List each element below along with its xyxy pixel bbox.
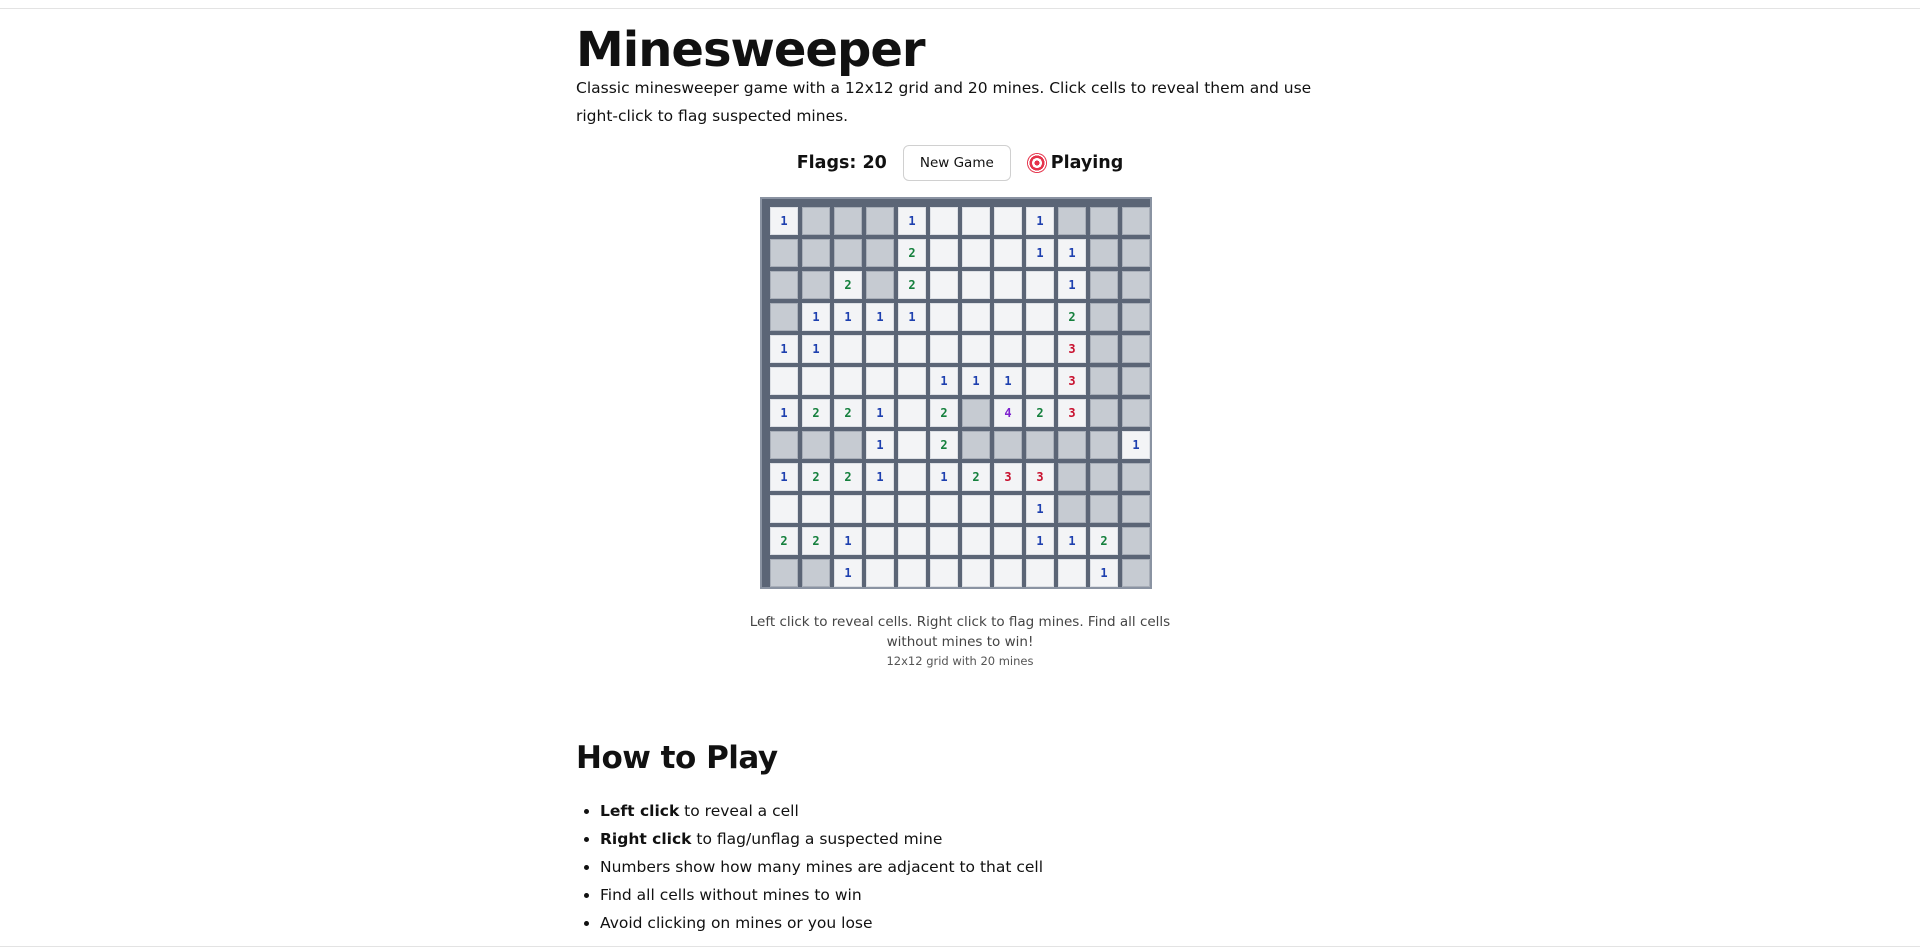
revealed-number-cell[interactable]: 1 [866,463,894,491]
revealed-number-cell[interactable]: 1 [834,527,862,555]
new-game-button[interactable]: New Game [903,145,1011,181]
revealed-number-cell[interactable]: 1 [898,207,926,235]
revealed-empty-cell[interactable] [962,559,990,587]
hidden-cell[interactable] [802,271,830,299]
revealed-number-cell[interactable]: 1 [1122,431,1150,459]
revealed-number-cell[interactable]: 1 [770,207,798,235]
revealed-number-cell[interactable]: 1 [1026,239,1054,267]
hidden-cell[interactable] [1090,207,1118,235]
hidden-cell[interactable] [1090,239,1118,267]
how-to-play-item-text: Find all cells without mines to win [600,886,862,904]
hidden-cell[interactable] [1122,303,1150,331]
how-to-play-item [600,881,1043,909]
how-to-play-item-text: to flag/unflag a suspected mine [691,830,943,848]
game-controls [576,145,1344,181]
hidden-cell[interactable] [1090,271,1118,299]
revealed-empty-cell[interactable] [898,431,926,459]
hidden-cell[interactable] [1122,367,1150,395]
hidden-cell[interactable] [1058,463,1086,491]
hidden-cell[interactable] [1122,271,1150,299]
how-to-play-item-text: to reveal a cell [679,802,799,820]
revealed-empty-cell[interactable] [962,271,990,299]
revealed-empty-cell[interactable] [898,399,926,427]
revealed-number-cell[interactable]: 1 [898,303,926,331]
revealed-number-cell[interactable]: 1 [1026,527,1054,555]
hidden-cell[interactable] [834,207,862,235]
hidden-cell[interactable] [770,559,798,587]
revealed-empty-cell[interactable] [930,527,958,555]
revealed-empty-cell[interactable] [962,335,990,363]
hidden-cell[interactable] [1122,399,1150,427]
hidden-cell[interactable] [1122,559,1150,587]
hidden-cell[interactable] [1090,431,1118,459]
hidden-cell[interactable] [1026,431,1054,459]
revealed-number-cell[interactable]: 1 [994,367,1022,395]
instructions-hint [576,612,1344,652]
hidden-cell[interactable] [1122,495,1150,523]
revealed-number-cell[interactable]: 1 [770,335,798,363]
how-to-play-item [600,825,1043,853]
revealed-empty-cell[interactable] [994,239,1022,267]
how-to-play-item [600,909,1043,937]
revealed-empty-cell[interactable] [930,559,958,587]
how-to-play-item-emphasis: Right click [600,830,692,848]
page-description: Classic minesweeper game with a 12x12 grid and 20 mines. Click cells to reveal them and use right-click to flag suspected mines. [576,79,1312,125]
revealed-empty-cell[interactable] [802,367,830,395]
revealed-number-cell[interactable]: 2 [802,463,830,491]
revealed-empty-cell[interactable] [1026,367,1054,395]
hidden-cell[interactable] [834,239,862,267]
revealed-empty-cell[interactable] [898,367,926,395]
how-to-play-item-emphasis: Left click [600,802,680,820]
revealed-empty-cell[interactable] [834,367,862,395]
hidden-cell[interactable] [962,431,990,459]
hidden-cell[interactable] [770,239,798,267]
revealed-empty-cell[interactable] [898,335,926,363]
hidden-cell[interactable] [802,559,830,587]
revealed-number-cell[interactable]: 1 [770,399,798,427]
hidden-cell[interactable] [770,303,798,331]
revealed-number-cell[interactable]: 1 [1058,527,1086,555]
revealed-number-cell[interactable]: 3 [1058,335,1086,363]
revealed-number-cell[interactable]: 2 [834,271,862,299]
hidden-cell[interactable] [834,431,862,459]
revealed-number-cell[interactable]: 1 [866,303,894,331]
revealed-number-cell[interactable]: 2 [834,463,862,491]
hidden-cell[interactable] [866,239,894,267]
revealed-empty-cell[interactable] [994,559,1022,587]
revealed-empty-cell[interactable] [770,495,798,523]
hidden-cell[interactable] [866,207,894,235]
hidden-cell[interactable] [1122,335,1150,363]
revealed-number-cell[interactable]: 1 [1058,271,1086,299]
hidden-cell[interactable] [770,271,798,299]
revealed-empty-cell[interactable] [834,495,862,523]
revealed-number-cell[interactable]: 2 [802,399,830,427]
revealed-number-cell[interactable]: 2 [930,399,958,427]
revealed-empty-cell[interactable] [866,527,894,555]
hidden-cell[interactable] [1090,463,1118,491]
hidden-cell[interactable] [866,271,894,299]
how-to-play-list [576,797,1043,937]
page-title: Minesweeper [576,22,925,78]
hidden-cell[interactable] [802,431,830,459]
target-icon [1027,153,1047,173]
top-divider [0,8,1920,9]
revealed-number-cell[interactable]: 2 [770,527,798,555]
revealed-number-cell[interactable]: 2 [1058,303,1086,331]
revealed-empty-cell[interactable] [930,271,958,299]
revealed-number-cell[interactable]: 2 [898,239,926,267]
revealed-empty-cell[interactable] [994,527,1022,555]
revealed-number-cell[interactable]: 2 [834,399,862,427]
revealed-empty-cell[interactable] [770,367,798,395]
hidden-cell[interactable] [1058,207,1086,235]
revealed-empty-cell[interactable] [930,207,958,235]
hidden-cell[interactable] [1090,399,1118,427]
revealed-number-cell[interactable]: 1 [1058,239,1086,267]
revealed-empty-cell[interactable] [994,495,1022,523]
revealed-number-cell[interactable]: 1 [834,559,862,587]
revealed-empty-cell[interactable] [962,207,990,235]
revealed-empty-cell[interactable] [898,463,926,491]
how-to-play-item [600,797,1043,825]
revealed-number-cell[interactable]: 1 [1026,495,1054,523]
revealed-number-cell[interactable]: 3 [994,463,1022,491]
hidden-cell[interactable] [770,431,798,459]
hidden-cell[interactable] [1090,335,1118,363]
grid-info: 12x12 grid with 20 mines [886,654,1034,668]
revealed-number-cell[interactable]: 1 [930,367,958,395]
revealed-empty-cell[interactable] [1026,303,1054,331]
revealed-number-cell[interactable]: 2 [962,463,990,491]
game-status-label: Playing [1050,153,1124,173]
revealed-empty-cell[interactable] [930,335,958,363]
revealed-number-cell[interactable]: 1 [802,335,830,363]
how-to-play-item [600,853,1043,881]
instructions-text: Left click to reveal cells. Right click to flag mines. Find all cells without mines to win! [749,614,1171,650]
hidden-cell[interactable] [1122,463,1150,491]
revealed-number-cell[interactable]: 1 [866,399,894,427]
bottom-divider [0,946,1920,947]
revealed-empty-cell[interactable] [994,207,1022,235]
flags-counter: Flags: 20 [796,153,887,173]
hidden-cell[interactable] [1058,495,1086,523]
revealed-empty-cell[interactable] [1058,559,1086,587]
revealed-number-cell[interactable]: 1 [866,431,894,459]
revealed-empty-cell[interactable] [1026,559,1054,587]
how-to-play-item-text: Numbers show how many mines are adjacent to that cell [600,858,1044,876]
revealed-empty-cell[interactable] [994,271,1022,299]
revealed-number-cell[interactable]: 1 [962,367,990,395]
revealed-empty-cell[interactable] [930,303,958,331]
revealed-empty-cell[interactable] [962,239,990,267]
hidden-cell[interactable] [1122,207,1150,235]
revealed-empty-cell[interactable] [834,335,862,363]
how-to-play-heading: How to Play [576,740,778,776]
revealed-number-cell[interactable]: 3 [1058,367,1086,395]
revealed-number-cell[interactable]: 1 [802,303,830,331]
revealed-number-cell[interactable]: 1 [834,303,862,331]
revealed-empty-cell[interactable] [930,495,958,523]
hidden-cell[interactable] [802,207,830,235]
hidden-cell[interactable] [1090,303,1118,331]
revealed-number-cell[interactable]: 1 [1026,207,1054,235]
how-to-play-item-text: Avoid clicking on mines or you lose [600,914,873,932]
revealed-empty-cell[interactable] [962,527,990,555]
revealed-number-cell[interactable]: 3 [1058,399,1086,427]
revealed-number-cell[interactable]: 4 [994,399,1022,427]
revealed-empty-cell[interactable] [930,239,958,267]
revealed-number-cell[interactable]: 2 [802,527,830,555]
revealed-number-cell[interactable]: 2 [1090,527,1118,555]
revealed-empty-cell[interactable] [898,527,926,555]
revealed-number-cell[interactable]: 1 [770,463,798,491]
hidden-cell[interactable] [994,431,1022,459]
revealed-empty-cell[interactable] [962,303,990,331]
hidden-cell[interactable] [1122,527,1150,555]
revealed-number-cell[interactable]: 2 [898,271,926,299]
revealed-number-cell[interactable]: 1 [930,463,958,491]
revealed-number-cell[interactable]: 1 [1090,559,1118,587]
revealed-empty-cell[interactable] [1026,335,1054,363]
revealed-number-cell[interactable]: 2 [930,431,958,459]
revealed-empty-cell[interactable] [802,495,830,523]
hidden-cell[interactable] [1058,431,1086,459]
revealed-empty-cell[interactable] [866,367,894,395]
revealed-empty-cell[interactable] [898,559,926,587]
hidden-cell[interactable] [1090,367,1118,395]
revealed-number-cell[interactable]: 3 [1026,463,1054,491]
revealed-empty-cell[interactable] [994,303,1022,331]
hidden-cell[interactable] [1122,239,1150,267]
hidden-cell[interactable] [802,239,830,267]
game-status [1027,153,1124,173]
revealed-number-cell[interactable]: 2 [1026,399,1054,427]
revealed-empty-cell[interactable] [994,335,1022,363]
hidden-cell[interactable] [962,399,990,427]
hidden-cell[interactable] [1090,495,1118,523]
revealed-empty-cell[interactable] [962,495,990,523]
revealed-empty-cell[interactable] [1026,271,1054,299]
revealed-empty-cell[interactable] [866,335,894,363]
revealed-empty-cell[interactable] [898,495,926,523]
revealed-empty-cell[interactable] [866,495,894,523]
revealed-empty-cell[interactable] [866,559,894,587]
minesweeper-board [760,197,1152,589]
